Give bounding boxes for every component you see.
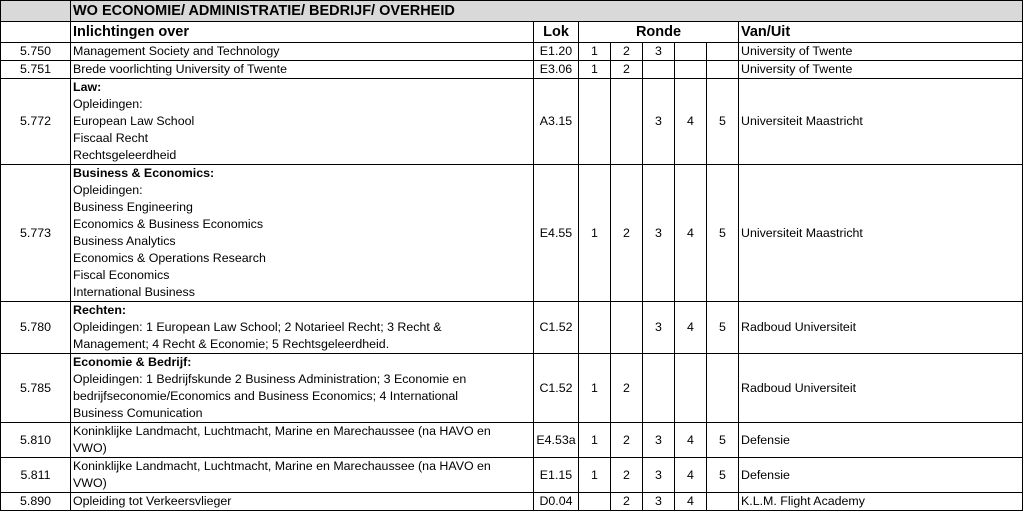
- row-ronde-1: 1: [579, 354, 611, 423]
- row-info-line: Rechtsgeleerdheid: [73, 148, 177, 162]
- row-lok: E4.53a: [534, 423, 579, 458]
- row-code: 5.751: [1, 61, 71, 79]
- row-ronde-2: 2: [611, 43, 643, 61]
- row-heading: Law:: [73, 80, 102, 94]
- section-title: WO ECONOMIE/ ADMINISTRATIE/ BEDRIJF/ OVERHEID: [71, 1, 1023, 22]
- row-info-line: Management Society and Technology: [73, 44, 280, 58]
- row-code: 5.773: [1, 165, 71, 302]
- row-ronde-4: [675, 43, 707, 61]
- row-info: [71, 79, 534, 165]
- row-ronde-2: 2: [611, 165, 643, 302]
- row-van: Radboud Universiteit: [739, 302, 1023, 354]
- table-row: [1, 165, 1023, 302]
- header-code: [1, 22, 71, 43]
- row-ronde-1: [579, 79, 611, 165]
- row-ronde-3: 3: [643, 165, 675, 302]
- row-info-line: Koninklijke Landmacht, Luchtmacht, Marine en Marechaussee (na HAVO en: [73, 424, 491, 438]
- row-ronde-5: 5: [707, 423, 739, 458]
- row-code: 5.750: [1, 43, 71, 61]
- row-info-line: VWO): [73, 441, 107, 455]
- row-info: [71, 165, 534, 302]
- title-spacer: [1, 1, 71, 22]
- row-heading: Business & Economics:: [73, 166, 215, 180]
- row-van: Radboud Universiteit: [739, 354, 1023, 423]
- row-ronde-5: [707, 43, 739, 61]
- row-code: 5.810: [1, 423, 71, 458]
- row-info-line: Brede voorlichting University of Twente: [73, 62, 287, 76]
- row-info-line: Opleidingen:: [73, 97, 143, 111]
- row-ronde-1: 1: [579, 43, 611, 61]
- table-row: [1, 79, 1023, 165]
- header-van: Van/Uit: [739, 22, 1023, 43]
- table-row: [1, 458, 1023, 493]
- row-info-line: Economics & Business Economics: [73, 217, 264, 231]
- row-code: 5.772: [1, 79, 71, 165]
- header-lok: Lok: [534, 22, 579, 43]
- row-info-line: European Law School: [73, 114, 195, 128]
- table-row: [1, 423, 1023, 458]
- row-ronde-2: 2: [611, 61, 643, 79]
- row-ronde-2: 2: [611, 493, 643, 511]
- row-info-line: Fiscal Economics: [73, 268, 170, 282]
- row-ronde-4: 4: [675, 79, 707, 165]
- row-info: [71, 61, 534, 79]
- row-code: 5.780: [1, 302, 71, 354]
- row-van: University of Twente: [739, 43, 1023, 61]
- row-van: Universiteit Maastricht: [739, 79, 1023, 165]
- row-code: 5.785: [1, 354, 71, 423]
- row-ronde-1: 1: [579, 61, 611, 79]
- row-ronde-5: [707, 354, 739, 423]
- row-ronde-1: 1: [579, 165, 611, 302]
- row-ronde-1: 1: [579, 423, 611, 458]
- row-info: [71, 423, 534, 458]
- row-van: K.L.M. Flight Academy: [739, 493, 1023, 511]
- row-ronde-3: [643, 61, 675, 79]
- title-row: [1, 1, 1023, 22]
- row-ronde-4: 4: [675, 165, 707, 302]
- row-info-line: Business Comunication: [73, 406, 203, 420]
- row-code: 5.811: [1, 458, 71, 493]
- row-ronde-4: [675, 61, 707, 79]
- row-lok: A3.15: [534, 79, 579, 165]
- table-row: [1, 61, 1023, 79]
- row-lok: E1.20: [534, 43, 579, 61]
- row-lok: E1.15: [534, 458, 579, 493]
- row-code: 5.890: [1, 493, 71, 511]
- row-lok: E4.55: [534, 165, 579, 302]
- row-info: [71, 354, 534, 423]
- row-ronde-4: 4: [675, 423, 707, 458]
- row-ronde-4: 4: [675, 493, 707, 511]
- row-info-line: Management; 4 Recht & Economie; 5 Rechtsgeleerdheid.: [73, 337, 390, 351]
- table-row: [1, 302, 1023, 354]
- row-info-line: VWO): [73, 476, 107, 490]
- row-ronde-2: [611, 302, 643, 354]
- row-ronde-4: 4: [675, 458, 707, 493]
- row-info-line: Opleidingen: 1 Bedrijfskunde 2 Business Administration; 3 Economie en: [73, 372, 467, 386]
- row-van: Defensie: [739, 458, 1023, 493]
- row-info-line: bedrijfseconomie/Economics and Business Economics; 4 International: [73, 389, 458, 403]
- row-ronde-4: [675, 354, 707, 423]
- row-ronde-1: 1: [579, 458, 611, 493]
- row-info-line: Opleidingen:: [73, 183, 143, 197]
- row-heading: Rechten:: [73, 303, 127, 317]
- row-ronde-3: 3: [643, 423, 675, 458]
- row-lok: C1.52: [534, 354, 579, 423]
- table-row: [1, 354, 1023, 423]
- row-info: [71, 302, 534, 354]
- row-info: [71, 43, 534, 61]
- row-lok: C1.52: [534, 302, 579, 354]
- row-lok: D0.04: [534, 493, 579, 511]
- row-ronde-5: 5: [707, 458, 739, 493]
- row-ronde-2: [611, 79, 643, 165]
- row-ronde-2: 2: [611, 423, 643, 458]
- row-ronde-5: 5: [707, 79, 739, 165]
- row-info-line: Fiscaal Recht: [73, 131, 149, 145]
- row-ronde-3: 3: [643, 458, 675, 493]
- row-info-line: Business Analytics: [73, 234, 176, 248]
- row-van: University of Twente: [739, 61, 1023, 79]
- table-row: [1, 43, 1023, 61]
- row-heading: Economie & Bedrijf:: [73, 355, 192, 369]
- row-ronde-3: 3: [643, 43, 675, 61]
- row-ronde-4: 4: [675, 302, 707, 354]
- row-ronde-3: 3: [643, 493, 675, 511]
- row-ronde-2: 2: [611, 354, 643, 423]
- row-info-line: Koninklijke Landmacht, Luchtmacht, Marine en Marechaussee (na HAVO en: [73, 459, 491, 473]
- row-info: [71, 458, 534, 493]
- row-info-line: Economics & Operations Research: [73, 251, 266, 265]
- row-info-line: Business Engineering: [73, 200, 193, 214]
- row-ronde-5: [707, 61, 739, 79]
- row-van: Defensie: [739, 423, 1023, 458]
- row-ronde-5: 5: [707, 165, 739, 302]
- row-info-line: Opleiding tot Verkeersvlieger: [73, 494, 232, 508]
- row-lok: E3.06: [534, 61, 579, 79]
- row-ronde-3: 3: [643, 79, 675, 165]
- row-info-line: Opleidingen: 1 European Law School; 2 Notarieel Recht; 3 Recht &: [73, 320, 442, 334]
- header-row: [1, 22, 1023, 43]
- row-ronde-3: [643, 354, 675, 423]
- row-van: Universiteit Maastricht: [739, 165, 1023, 302]
- row-ronde-2: 2: [611, 458, 643, 493]
- row-ronde-1: [579, 302, 611, 354]
- header-info: Inlichtingen over: [71, 22, 534, 43]
- row-ronde-5: 5: [707, 302, 739, 354]
- row-ronde-3: 3: [643, 302, 675, 354]
- row-info-line: International Business: [73, 285, 195, 299]
- header-ronde: Ronde: [579, 22, 739, 43]
